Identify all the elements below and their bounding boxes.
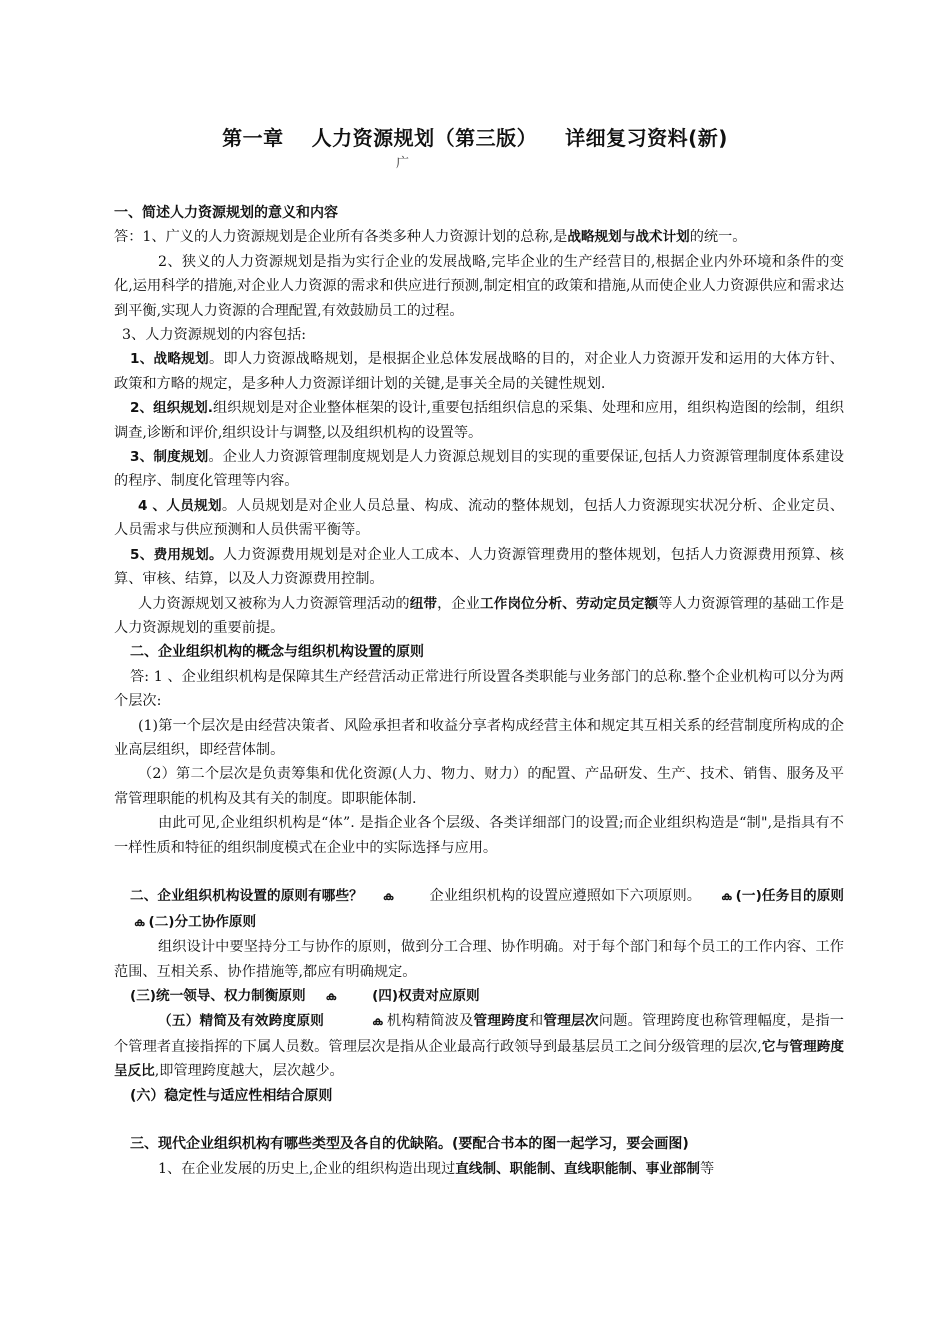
bullet-mark-icon: ക: [134, 915, 145, 929]
document-title: [0, 122, 950, 151]
s4-para-1: [114, 1157, 844, 1181]
s2-para-3: （2）第二个层次是负责筹集和优化资源(人力、物力、财力）的配置、产品研发、生产、技术、销售、服务及平常管理职能的机构及其有关的制度。即职能体制.: [114, 766, 844, 807]
s1-para-3: 3、人力资源规划的内容包括:: [122, 327, 307, 344]
section-3-heading: 二、企业组织机构设置的原则有哪些？: [130, 888, 363, 905]
principle-1: (一)任务目的原则: [735, 888, 844, 905]
item-4-label: 4 、人员规划: [138, 497, 222, 514]
s3-p2-bold-a: 管理跨度: [473, 1013, 529, 1030]
s1-item-5: [114, 543, 844, 592]
s1-p4-bold-a: 纽带: [409, 595, 438, 612]
s3-p2-text-d: ,即管理跨度越大，层次越少。: [154, 1063, 344, 1080]
s3-p2-bold-c: 它与管理跨度呈反比: [114, 1038, 845, 1080]
item-1-text: 。即人力资源战略规划，是根据企业总体发展战略的目的，对企业人力资源开发和运用的大体方针、政策和方略的规定，是多种人力资源详细计划的关键,是事关全局的关键性规划.: [114, 351, 844, 392]
principle-6: (六）稳定性与适应性相结合原则: [130, 1087, 333, 1104]
s1-para-1: [114, 225, 844, 249]
s1-p1-bold: 战略规划与战术计划: [567, 229, 690, 246]
principle-5: （五）精简及有效跨度原则: [158, 1013, 325, 1030]
spacer: [114, 1108, 844, 1132]
section-3-block: [114, 884, 844, 935]
s1-p4-text-c: 等人力资源管理的基础工作是人力资源规划的重要前提。: [114, 595, 845, 636]
s3-p2-text-a: 机构精简波及: [386, 1013, 474, 1030]
s1-p1-text: 答：1、广义的人力资源规划是企业所有各类多种人力资源计划的总称,是: [114, 229, 568, 246]
s1-item-4: [114, 494, 844, 543]
item-5-label: 5、费用规划。: [130, 546, 223, 563]
bullet-mark-icon: ക: [372, 1015, 383, 1029]
principle-2: (二)分工协作原则: [148, 913, 257, 930]
item-5-text: 人力资源费用规划是对企业人工成本、人力资源管理费用的整体规划，包括人力资源费用预算、核算、审核、结算，以及人力资源费用控制。: [114, 546, 844, 588]
s3-para-2: [114, 1009, 844, 1083]
item-3-label: 3、制度规划: [130, 449, 209, 466]
s3-p2-bold-b: 管理层次: [543, 1013, 599, 1030]
s1-p4-text-a: 人力资源规划又被称为人力资源管理活动的: [138, 595, 410, 612]
s1-item-1: [114, 347, 844, 396]
s1-item-3: [114, 445, 844, 494]
section-2-heading: 二、企业组织机构的概念与组织机构设置的原则: [130, 644, 424, 661]
item-2-text: 组织规划是对企业整体框架的设计,重要包括组织信息的采集、处理和应用，组织构造图的绘制，组织调查,诊断和评价,组织设计与调整,以及组织机构的设置等。: [114, 400, 844, 441]
principle-4: (四)权责对应原则: [372, 987, 480, 1004]
s1-para-4: [114, 592, 844, 641]
s4-p1-text: 1、在企业发展的历史上,企业的组织构造出现过: [158, 1160, 456, 1177]
s1-para-2: 2、狭义的人力资源规划是指为实行企业的发展战略,完毕企业的生产经营目的,根据企业内外环境和条件的变化,运用科学的措施,对企业人力资源的需求和供应进行预测,制定相宜的政策和措施,从而使企业人力资源供应和需求达到平衡,实现人力资源的合理配置,有效鼓励员工的过程。: [114, 253, 844, 319]
item-2-label: 2、组织规划.: [130, 400, 213, 417]
s3-p2-text-c: 问题。管理跨度也称管理幅度，是指一个管理者直接指挥的下属人员数。管理层次是指从企业最高行政领导到最基层员工之间分级管理的层次,: [114, 1013, 844, 1055]
bullet-mark-icon: ക: [382, 890, 394, 904]
s2-para-4: 由此可见,企业组织机构是“体”. 是指企业各个层级、各类详细部门的设置;而企业组织构造是“制",是指具有不一样性质和特征的组织制度模式在企业中的实际选择与应用。: [114, 815, 844, 856]
s4-p1-tail: 等: [699, 1160, 715, 1177]
bullet-mark-icon: ക: [721, 890, 732, 904]
s3-intro: 企业组织机构的设置应遵照如下六项原则。: [429, 888, 702, 905]
section-1-heading: 一、简述人力资源规划的意义和内容: [114, 205, 338, 221]
section-4-heading: 三、现代企业组织机构有哪些类型及各自的优缺陷。(要配合书本的图一起学习，要会画图): [130, 1136, 689, 1153]
s4-p1-bold: 直线制、职能制、直线职能制、事业部制: [455, 1160, 700, 1177]
s3-principles-3-4: [114, 984, 844, 1009]
spacer: [114, 860, 844, 884]
s2-para-2: (1)第一个层次是由经营决策者、风险承担者和收益分享者构成经营主体和规定其互相关系的经营制度所构成的企业高层组织，即经营体制。: [114, 717, 844, 758]
item-4-text: 。人员规划是对企业人员总量、构成、流动的整体规划，包括人力资源现实状况分析、企业定员、人员需求与供应预测和人员供需平衡等。: [114, 497, 844, 539]
s1-p4-text-b: ，企业: [437, 595, 481, 612]
title-topic: 人力资源规划（第三版）: [311, 126, 538, 150]
title-note: 详细复习资料(新): [565, 126, 728, 150]
s3-p2-text-b: 和: [528, 1013, 544, 1030]
title-chapter: 第一章: [222, 126, 284, 150]
item-3-text: 。企业人力资源管理制度规划是人力资源总规划目的实现的重要保证,包括人力资源管理制度体系建设的程序、制度化管理等内容。: [114, 449, 844, 490]
s1-p1-tail: 的统一。: [689, 229, 747, 246]
item-1-label: 1、战略规划: [130, 351, 209, 368]
document-subtitle: 广: [396, 156, 410, 171]
s1-p4-bold-b: 工作岗位分析、劳动定员定额: [480, 595, 659, 612]
s2-para-1: 答: 1 、企业组织机构是保障其生产经营活动正常进行所设置各类职能与业务部门的总称.整个企业机构可以分为两个层次:: [114, 668, 844, 710]
s3-para-1: 组织设计中要坚持分工与协作的原则，做到分工合理、协作明确。对于每个部门和每个员工的工作内容、工作范围、互相关系、协作措施等,都应有明确规定。: [114, 939, 844, 980]
principle-3: (三)统一领导、权力制衡原则: [130, 987, 306, 1004]
bullet-mark-icon: ക: [325, 989, 337, 1003]
document-body: [114, 201, 844, 1181]
s1-item-2: [114, 396, 844, 445]
